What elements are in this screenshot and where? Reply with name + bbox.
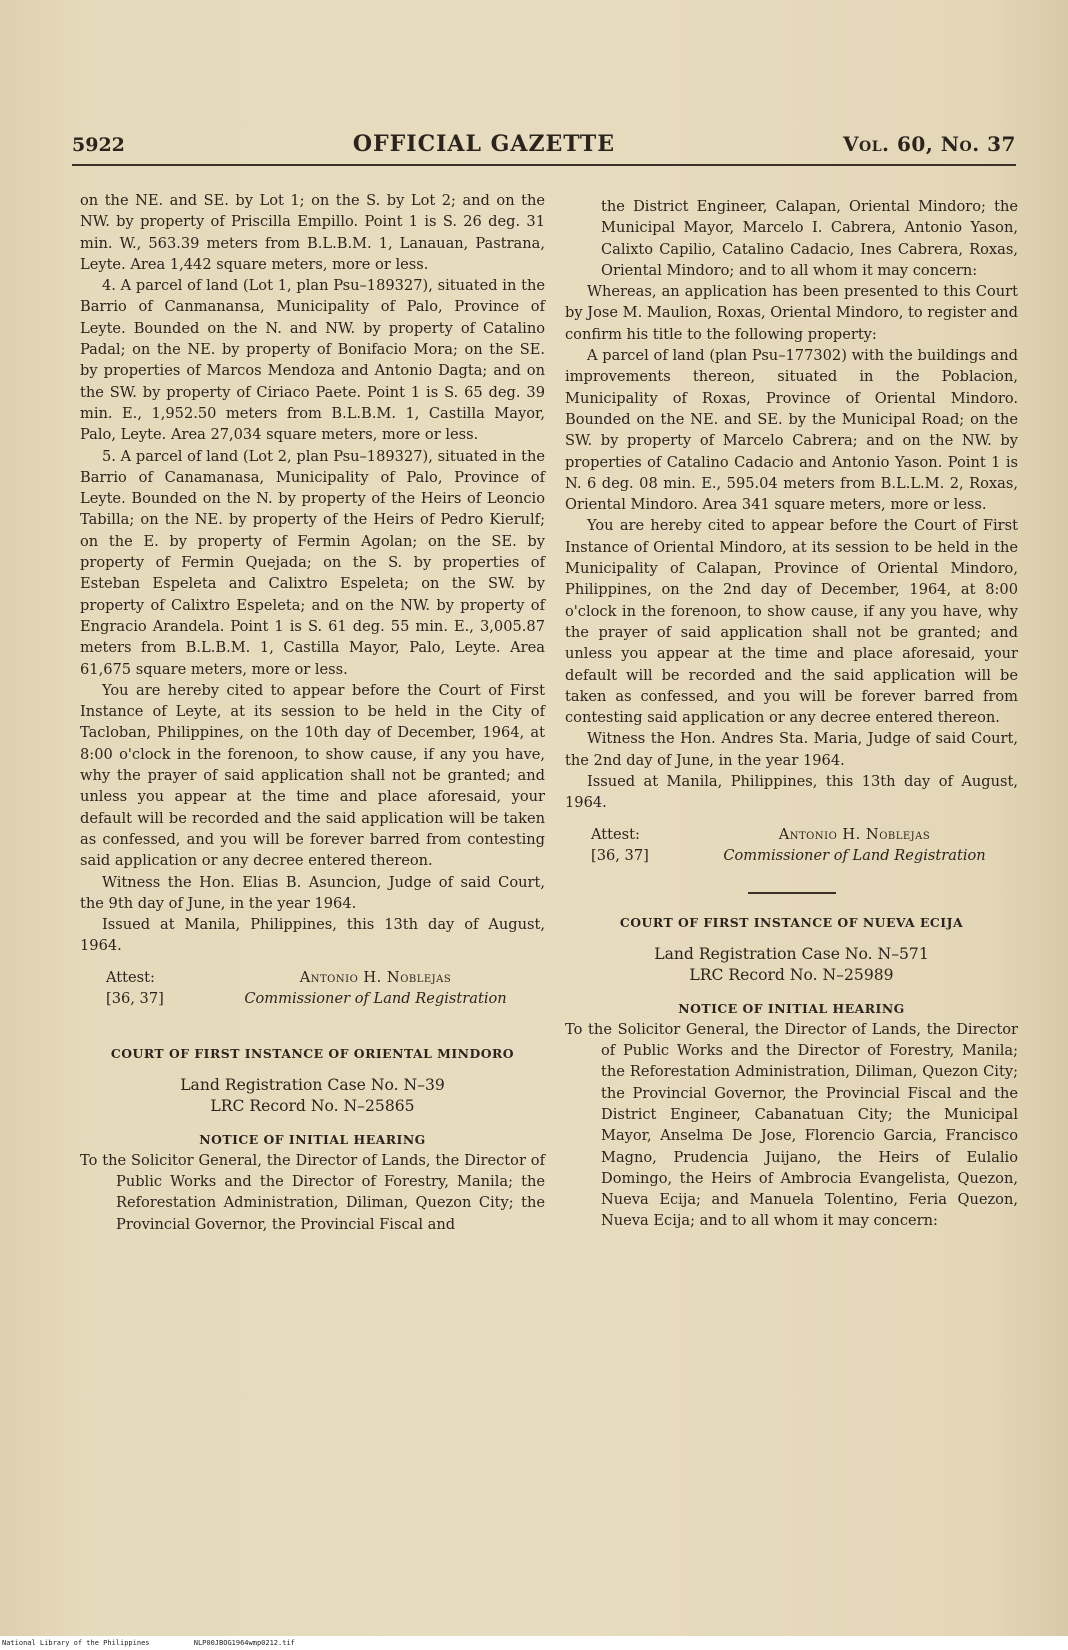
paragraph-cited: You are hereby cited to appear before the Court of First Instance of Oriental Mindoro, at its session to be held in the Municipality of Calapan, Province of Oriental Mindoro, Philippines, on the 2nd day of December, 1964, at 8:00 o'clock in the forenoon, to show cause, if any you have, why the prayer of said application shall not be granted; and unless you appear at the time and place aforesaid, your default will be recorded and the said application will be taken as confessed, and you will be forever barred from contesting said application or any decree entered thereon. (565, 517, 1018, 727)
attest-block (80, 967, 545, 988)
attest-block-2 (80, 988, 545, 1009)
case-block (565, 944, 1018, 986)
page-number: 5922 (72, 134, 125, 156)
footer-file: NLP00JBOG1964wmp0212.tif (193, 1639, 295, 1647)
paragraph-lot-4: 4. A parcel of land (Lot 1, plan Psu–189327), situated in the Barrio of Canmanansa, Municipality of Palo, Province of Leyte. Bounded on the N. and NW. by property of Catalino Padal; on the NE. by property of Bonifacio Mora; on the SE. by properties of Marcos Mendoza and Antonio Dagta; and on the SW. by property of Ciriaco Paete. Point 1 is S. 65 deg. 39 min. E., 1,952.50 meters from B.L.B.M. 1, Castilla Mayor, Palo, Leyte. Area 27,034 square meters, more or less. (80, 277, 545, 444)
paragraph-cited: You are hereby cited to appear before the Court of First Instance of Leyte, at its session to be held in the City of Tacloban, Philippines, on the 10th day of December, 1964, at 8:00 o'clock in the forenoon, to show cause, if any you have, why the prayer of said application shall not be granted; and unless you appear at the time and place aforesaid, your default will be recorded and the said application will be taken as confessed, and you will be forever barred from contesting said application or any decree entered thereon. (80, 681, 545, 870)
publication-title: OFFICIAL GAZETTE (352, 131, 615, 157)
attest-block (565, 824, 1018, 845)
case-number: Land Registration Case No. N–39 (180, 1075, 445, 1094)
scan-footer (0, 1636, 1068, 1650)
notice-heading: NOTICE OF INITIAL HEARING (678, 1000, 905, 1016)
right-column (565, 196, 1018, 1232)
notice-heading: NOTICE OF INITIAL HEARING (199, 1131, 426, 1147)
attest-block-2 (565, 845, 1018, 866)
attest-name: Antonio H. Noblejas (778, 825, 931, 843)
lrc-record: LRC Record No. N–25865 (210, 1096, 415, 1115)
paragraph-issued: Issued at Manila, Philippines, this 13th day of August, 1964. (80, 916, 545, 955)
lrc-record: LRC Record No. N–25989 (689, 965, 894, 984)
addressee-continuation: the District Engineer, Calapan, Oriental Mindoro; the Municipal Mayor, Marcelo I. Cabrera, Antonio Yason, Calixto Capilio, Catalino Cadacio, Ines Cabrera, Roxas, Oriental Mindoro; and to all whom it may concern: (601, 198, 1018, 279)
attest-title: Commissioner of Land Registration (244, 989, 507, 1007)
attest-label: Attest: (591, 825, 640, 843)
paragraph-parcel: A parcel of land (plan Psu–177302) with the buildings and improvements thereon, situated in the Poblacion, Municipality of Roxas, Province of Oriental Mindoro. Bounded on the NE. and SE. by the Municipal Road; on the SW. by property of Marcelo Cabrera; and on the NW. by properties of Catalino Cadacio and Antonio Yason. Point 1 is N. 6 deg. 08 min. E., 595.04 meters from B.L.L.M. 2, Roxas, Oriental Mindoro. Area 341 square meters, more or less. (565, 347, 1018, 514)
paragraph-witness: Witness the Hon. Andres Sta. Maria, Judge of said Court, the 2nd day of June, in the year 1964. (565, 730, 1018, 769)
header-rule (72, 164, 1016, 166)
case-block (80, 1075, 545, 1117)
footer-library: National Library of the Philippines (2, 1639, 150, 1647)
attest-name: Antonio H. Noblejas (299, 968, 452, 986)
paragraph-whereas: Whereas, an application has been presented to this Court by Jose M. Maulion, Roxas, Oriental Mindoro, to register and confirm his title to the following property: (565, 283, 1018, 343)
attest-ref: [36, 37] (591, 846, 649, 864)
addressee-paragraph: To the Solicitor General, the Director of Lands, the Director of Public Works and the Director of Forestry, Manila; the Reforestation Administration, Diliman, Quezon City; the Provincial Governor, the Provincial Fiscal and the District Engineer, Cabanatuan City; the Municipal Mayor, Anselma De Jose, Florencio Garcia, Francisco Magno, Prudencia Juijano, the Heirs of Eulalio Domingo, the Heirs of Ambrocia Evangelista, Quezon, Nueva Ecija; and Manuela Tolentino, Feria Quezon, Nueva Ecija; and to all whom it may concern: (565, 1020, 1018, 1230)
attest-label: Attest: (106, 968, 155, 986)
paragraph-issued: Issued at Manila, Philippines, this 13th day of August, 1964. (565, 773, 1018, 812)
attest-title: Commissioner of Land Registration (723, 846, 986, 864)
court-heading: COURT OF FIRST INSTANCE OF ORIENTAL MINDORO (110, 1046, 515, 1062)
volume-number: Vol. 60, No. 37 (843, 132, 1016, 156)
case-number: Land Registration Case No. N–571 (654, 944, 929, 963)
paragraph-lot-5: 5. A parcel of land (Lot 2, plan Psu–189327), situated in the Barrio of Canamanasa, Municipality of Palo, Province of Leyte. Bounded on the N. by property of the Heirs of Leoncio Tabilla; on the NE. by property of the Heirs of Pedro Kierulf; on the E. by property of Fermin Agolan; on the SE. by property of Fermin Quejada; on the S. by properties of Esteban Espeleta and Calixtro Espeleta; on the SW. by property of Calixtro Espeleta; and on the NW. by property of Engracio Arandela. Point 1 is S. 61 deg. 55 min. E., 3,005.87 meters from B.L.B.M. 1, Castilla Mayor, Palo, Leyte. Area 61,675 square meters, more or less. (80, 447, 545, 678)
court-heading: COURT OF FIRST INSTANCE OF NUEVA ECIJA (619, 915, 964, 931)
paragraph-continuation: on the NE. and SE. by Lot 1; on the S. by Lot 2; and on the NW. by property of Priscilla Empillo. Point 1 is S. 26 deg. 31 min. W., 563.39 meters from B.L.B.M. 1, Lanauan, Pastrana, Leyte. Area 1,442 square meters, more or less. (80, 192, 545, 273)
attest-ref: [36, 37] (106, 989, 164, 1007)
section-divider (748, 892, 836, 894)
paragraph-witness: Witness the Hon. Elias B. Asuncion, Judge of said Court, the 9th day of June, in the year 1964. (80, 873, 545, 912)
addressee-paragraph: To the Solicitor General, the Director of Lands, the Director of Public Works and the Director of Forestry, Manila; the Reforestation Administration, Diliman, Quezon City; the Provincial Governor, the Provincial Fiscal and (80, 1151, 545, 1233)
left-column (80, 190, 545, 1235)
